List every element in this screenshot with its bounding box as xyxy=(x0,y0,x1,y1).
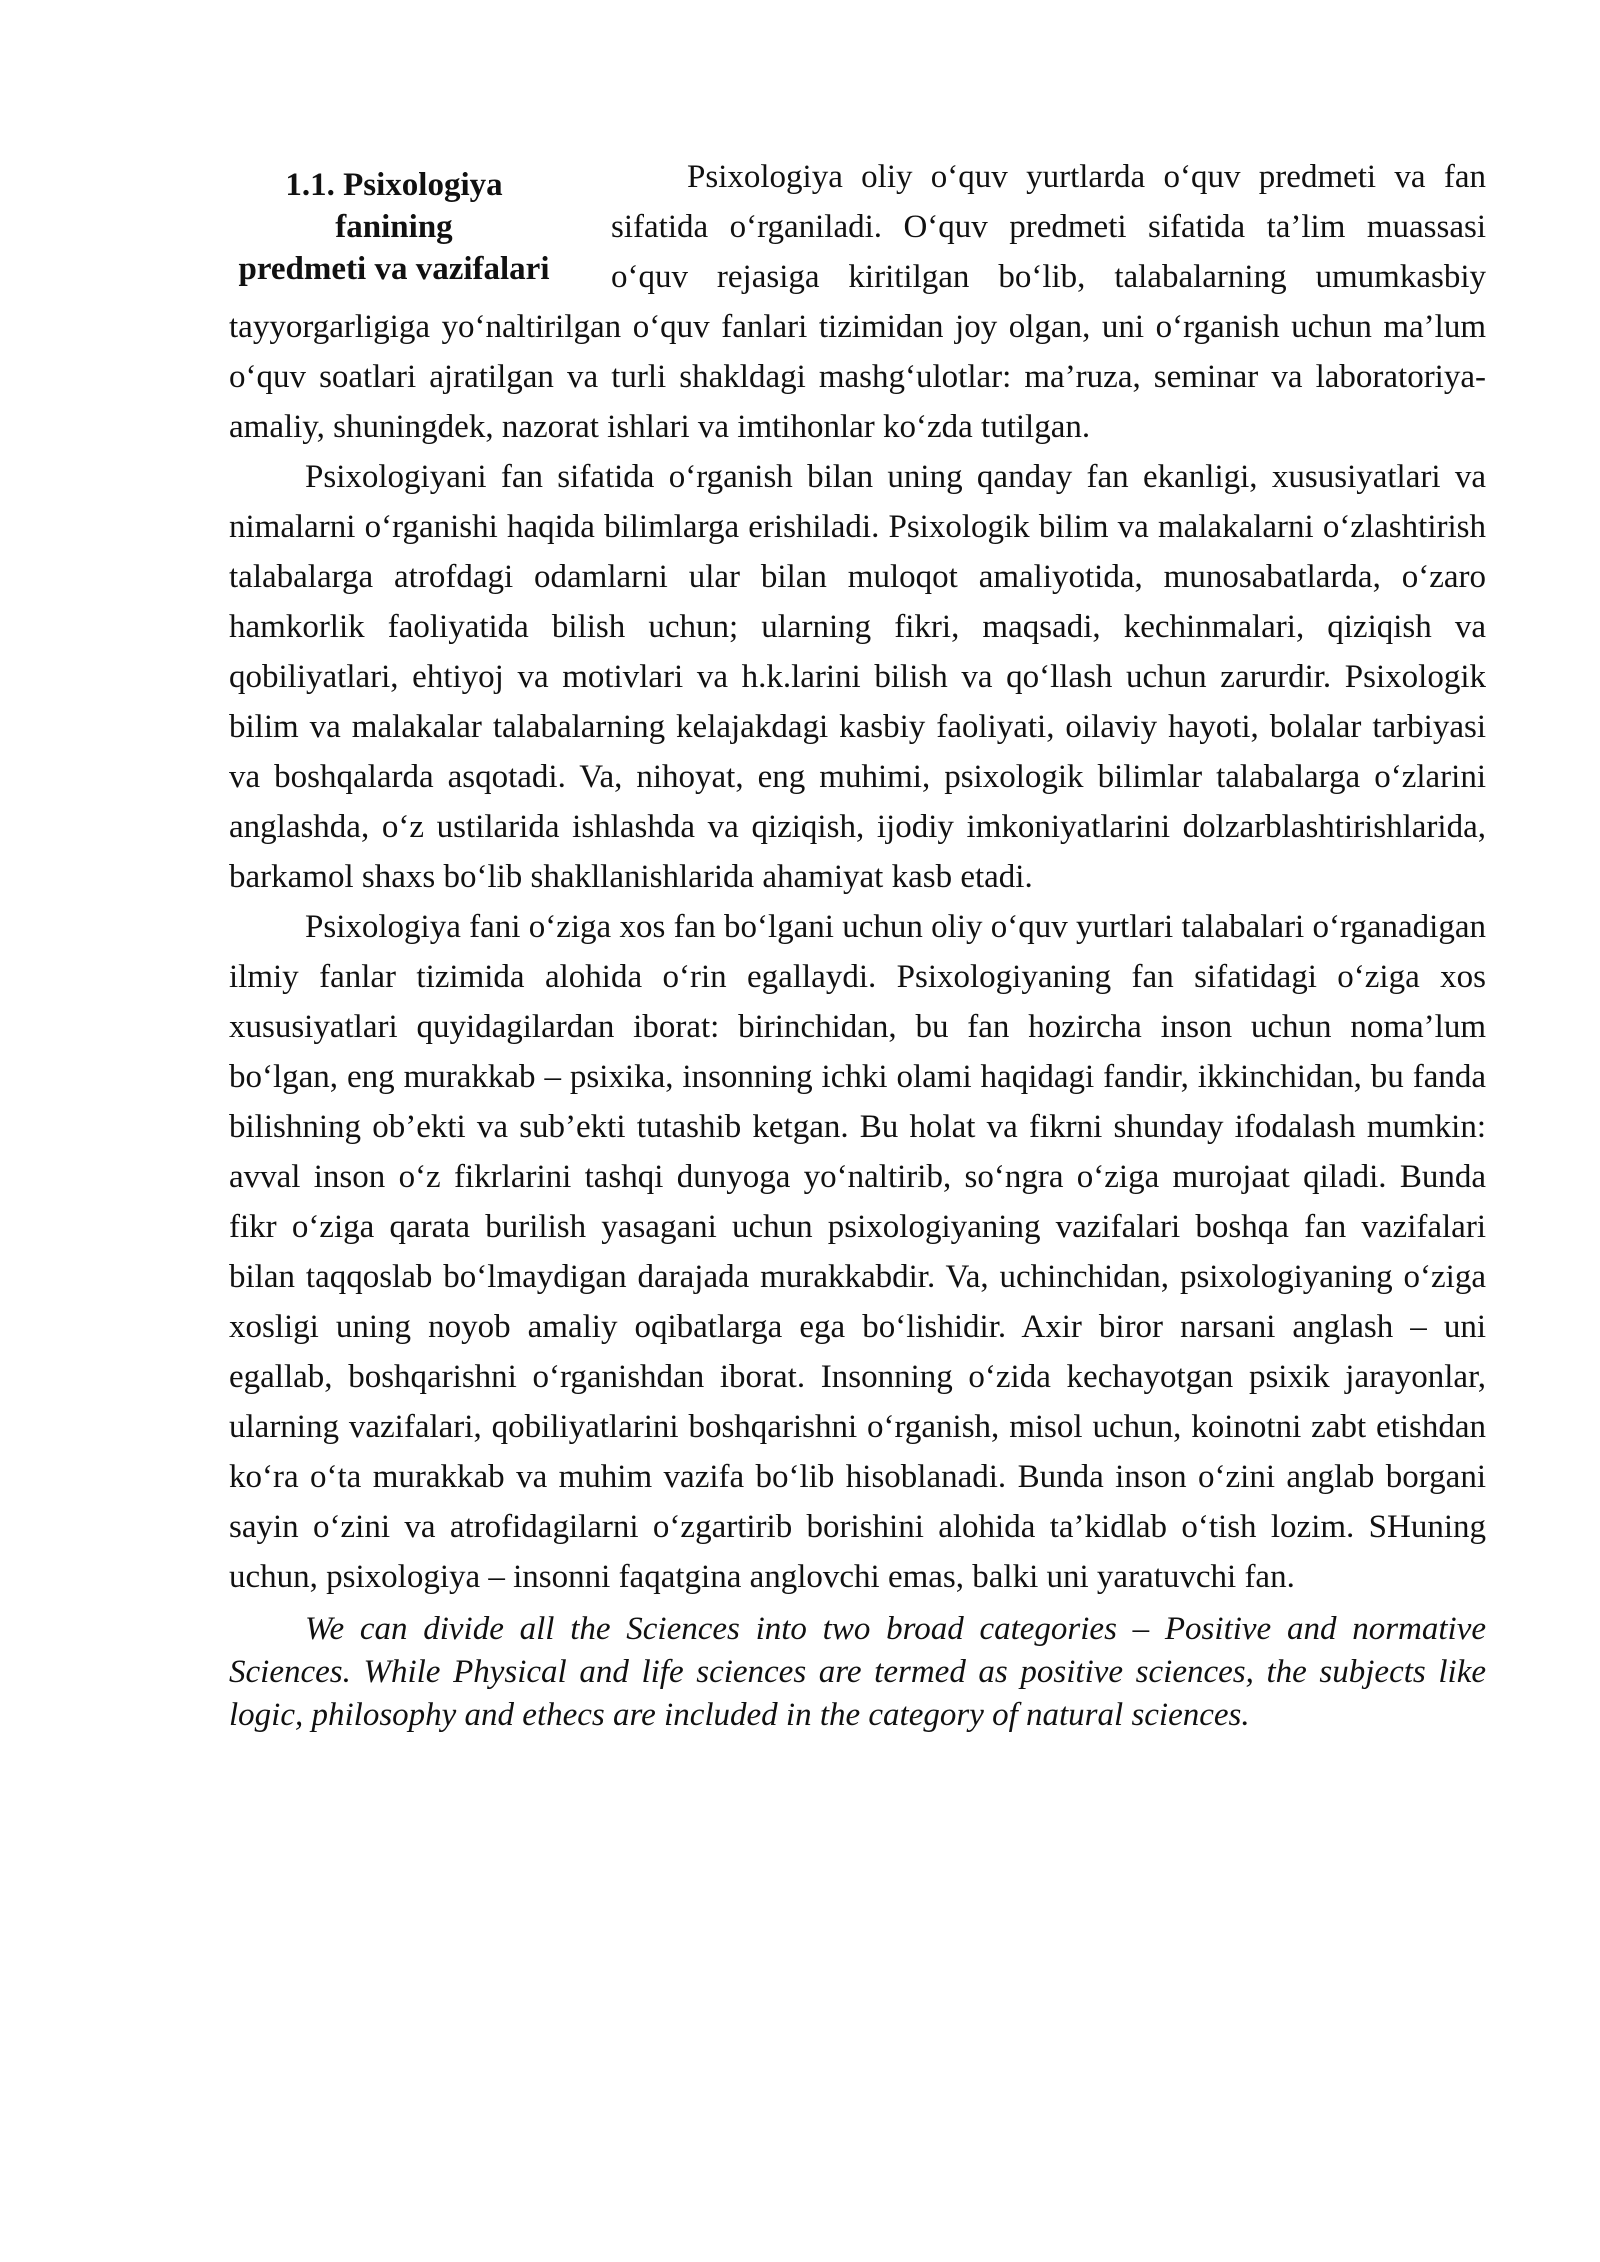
page-body xyxy=(229,152,1486,1737)
section-heading-line-1: 1.1. Psixologiya fanining xyxy=(285,167,503,245)
paragraph-english-quote: We can divide all the Sciences into two broad categories – Positive and normative Sciences. While Physical and life sciences are termed as positive sciences, the subjects like logic, philosophy and ethecs are included in the category of natural sciences. xyxy=(229,1611,1486,1733)
paragraph-study-as-science: Psixologiyani fan sifatida o‘rganish bilan uning qanday fan ekanligi, xususiyatlari va nimalarni o‘rganishi haqida bilimlarga erishiladi. Psixologik bilim va malakalarni o‘zlashtirish talabalarga atrofdagi odamlarni ular bilan muloqot amaliyotida, munosabatlarda, o‘zaro hamkorlik faoliyatida bilish uchun; ularning fikri, maqsadi, kechinmalari, qiziqish va qobiliyatlari, ehtiyoj va motivlari va h.k.larini bilish va qo‘llash uchun zarurdir. Psixologik bilim va malakalar talabalarning kelajakdagi kasbiy faoliyati, oilaviy hayoti, bolalar tarbiyasi va boshqalarda asqotadi. Va, nihoyat, eng muhimi, psixologik bilimlar talabalarga o‘zlarini anglashda, o‘z ustilarida ishlashda va qiziqish, ijodiy imkoniyatlarini dolzarblashtirishlarida, barkamol shaxs bo‘lib shakllanishlarida ahamiyat kasb etadi. xyxy=(229,459,1486,895)
section-heading-line-2: predmeti va vazifalari xyxy=(238,251,550,287)
section-heading xyxy=(229,164,559,290)
paragraph-specific-features: Psixologiya fani o‘ziga xos fan bo‘lgani uchun oliy o‘quv yurtlari talabalari o‘rganadigan ilmiy fanlar tizimida alohida o‘rin egallaydi. Psixologiyaning fan sifatidagi o‘ziga xos xususiyatlari quyidagilardan iborat: birinchidan, bu fan hozircha inson uchun noma’lum bo‘lgan, eng murakkab – psixika, insonning ichki olami haqidagi fandir, ikkinchidan, bu fanda bilishning ob’ekti va sub’ekti tutashib ketgan. Bu holat va fikrni shunday ifodalash mumkin: avval inson o‘z fikrlarini tashqi dunyoga yo‘naltirib, so‘ngra o‘ziga murojaat qiladi. Bunda fikr o‘ziga qarata burilish yasagani uchun psixologiyaning vazifalari boshqa fan vazifalari bilan taqqoslab bo‘lmaydigan darajada murakkabdir. Va, uchinchidan, psixologiyaning o‘ziga xosligi uning noyob amaliy oqibatlarga ega bo‘lishidir. Axir biror narsani anglash – uni egallab, boshqarishni o‘rganishdan iborat. Insonning o‘zida kechayotgan psixik jarayonlar, ularning vazifalari, qobiliyatlarini boshqarishni o‘rganish, misol uchun, koinotni zabt etishdan ko‘ra o‘ta murakkab va muhim vazifa bo‘lib hisoblanadi. Bunda inson o‘zini anglab borgani sayin o‘zini va atrofidagilarni o‘zgartirib borishini alohida ta’kidlab o‘tish lozim. SHuning uchun, psixologiya – insonni faqatgina anglovchi emas, balki uni yaratuvchi fan. xyxy=(229,909,1486,1595)
paragraph-intro: Psixologiya oliy o‘quv yurtlarda o‘quv predmeti va fan sifatida o‘rganiladi. O‘quv predmeti sifatida ta’lim muassasi o‘quv rejasiga kiritilgan bo‘lib, talabalarning umumkasbiy tayyorgarligiga yo‘naltirilgan o‘quv fanlari tizimidan joy olgan, uni o‘rganish uchun ma’lum o‘quv soatlari ajratilgan va turli shakldagi mashg‘ulotlar: ma’ruza, seminar va laboratoriya-amaliy, shuningdek, nazorat ishlari va imtihonlar ko‘zda tutilgan. xyxy=(229,159,1486,445)
